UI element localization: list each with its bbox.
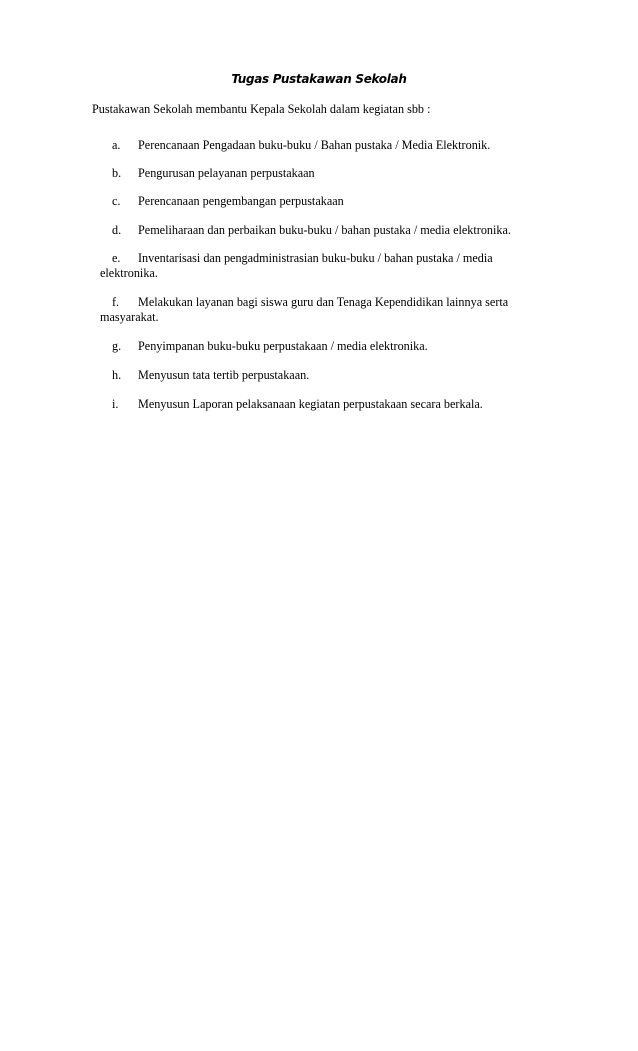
list-item-text: Pemeliharaan dan perbaikan buku-buku / bahan pustaka / media elektronika. (138, 223, 511, 237)
list-item-text: Melakukan layanan bagi siswa guru dan Tenaga Kependidikan lainnya serta masyarakat. (100, 295, 509, 324)
list-item (100, 295, 534, 325)
list-item-text: Menyusun Laporan pelaksanaan kegiatan perpustakaan secara berkala. (138, 397, 483, 411)
list-marker: e. (112, 251, 121, 265)
list-item (112, 166, 542, 181)
list-item-text: Perencanaan pengembangan perpustakaan (138, 194, 344, 208)
list-item (112, 223, 542, 238)
list-marker: h. (112, 368, 122, 382)
list-item-text: Perencanaan Pengadaan buku-buku / Bahan pustaka / Media Elektronik. (138, 138, 491, 152)
list-marker: b. (112, 166, 122, 180)
list-item-text: Inventarisasi dan pengadministrasian buku-buku / bahan pustaka / media elektronika. (100, 251, 493, 280)
list-item (112, 368, 542, 383)
intro-paragraph: Pustakawan Sekolah membantu Kepala Sekolah dalam kegiatan sbb : (92, 102, 431, 116)
list-item (112, 339, 542, 354)
list-marker: c. (112, 194, 121, 208)
list-marker: i. (112, 397, 119, 411)
list-item (100, 251, 520, 281)
list-marker: f. (112, 295, 120, 309)
list-item-text: Pengurusan pelayanan perpustakaan (138, 166, 315, 180)
document-title: Tugas Pustakawan Sekolah (231, 72, 407, 86)
list-marker: g. (112, 339, 122, 353)
list-item-text: Menyusun tata tertib perpustakaan. (138, 368, 310, 382)
list-marker: d. (112, 223, 122, 237)
list-item (112, 194, 542, 209)
list-item (112, 138, 542, 153)
list-marker: a. (112, 138, 121, 152)
list-item-text: Penyimpanan buku-buku perpustakaan / media elektronika. (138, 339, 428, 353)
list-item (112, 397, 542, 412)
